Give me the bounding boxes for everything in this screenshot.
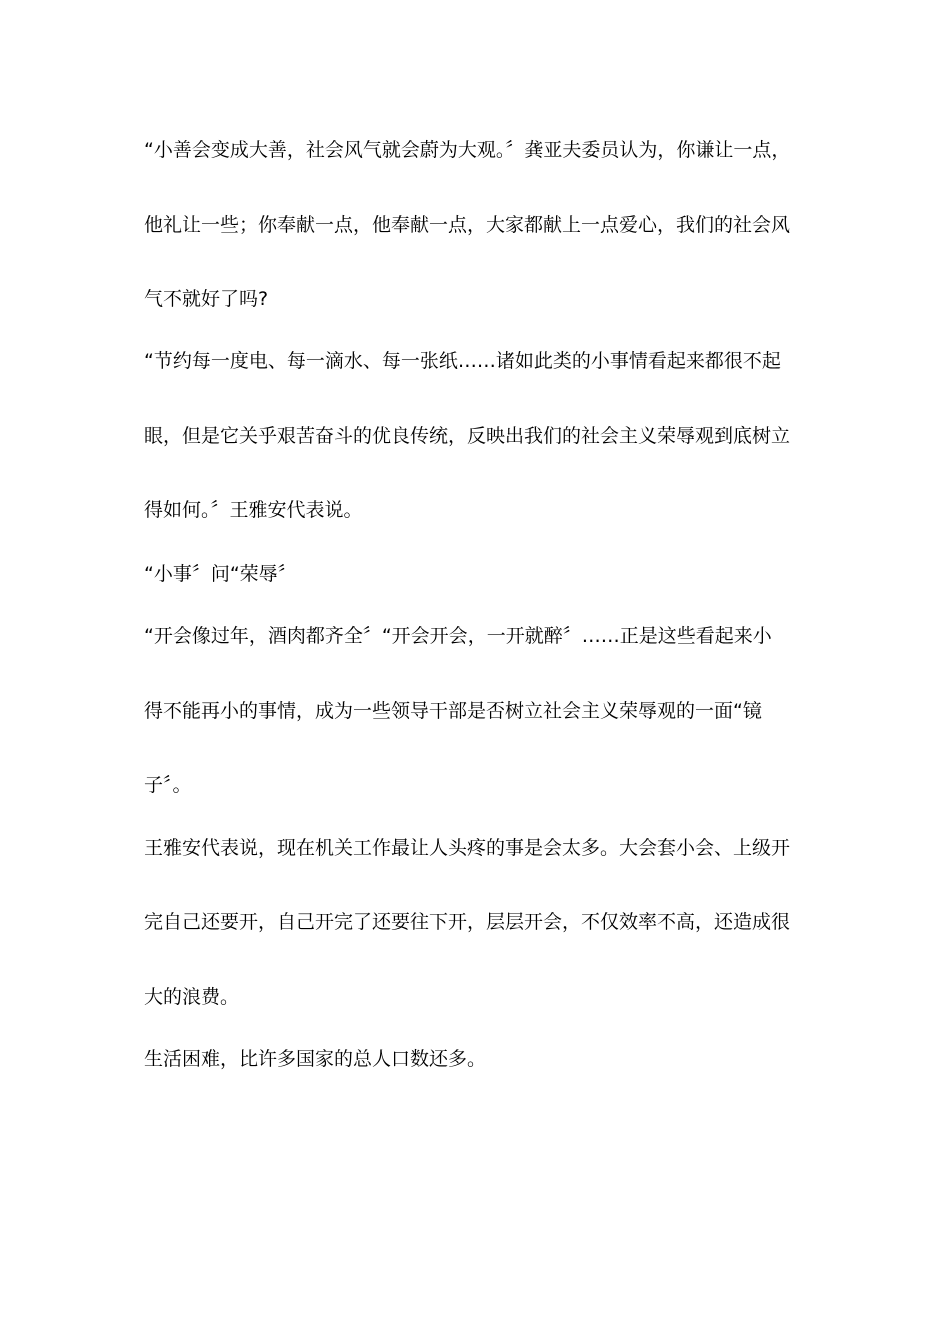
paragraph-line: 气不就好了吗? [144,288,269,310]
paragraph-line: “小善会变成大善，社会风气就会蔚为大观。〞龚亚夫委员认为，你谦让一点， [144,139,791,161]
paragraph-line: 他礼让一些；你奉献一点，他奉献一点，大家都献上一点爱心，我们的社会风 [144,214,791,236]
paragraph-line: 生活困难，比许多国家的总人口数还多。 [144,1048,487,1070]
paragraph-line: 眼，但是它关乎艰苦奋斗的优良传统，反映出我们的社会主义荣辱观到底树立 [144,425,791,447]
paragraph-line: 王雅安代表说，现在机关工作最让人头疼的事是会太多。大会套小会、上级开 [144,837,791,859]
paragraph-line: “节约每一度电、每一滴水、每一张纸……诸如此类的小事情看起来都很不起 [144,350,781,372]
paragraph-line: 得不能再小的事情，成为一些领导干部是否树立社会主义荣辱观的一面“镜 [144,700,762,722]
paragraph-line: 得如何。〞王雅安代表说。 [144,499,363,521]
paragraph-line: 子〞。 [144,774,192,796]
section-heading: “小事〞问“荣辱〞 [144,563,297,585]
paragraph-line: 完自己还要开，自己开完了还要往下开，层层开会，不仅效率不高，还造成很 [144,911,791,933]
paragraph-line: “开会像过年，酒肉都齐全〞“开会开会，一开就醉〞……正是这些看起来小 [144,625,772,647]
paragraph-line: 大的浪费。 [144,986,240,1008]
